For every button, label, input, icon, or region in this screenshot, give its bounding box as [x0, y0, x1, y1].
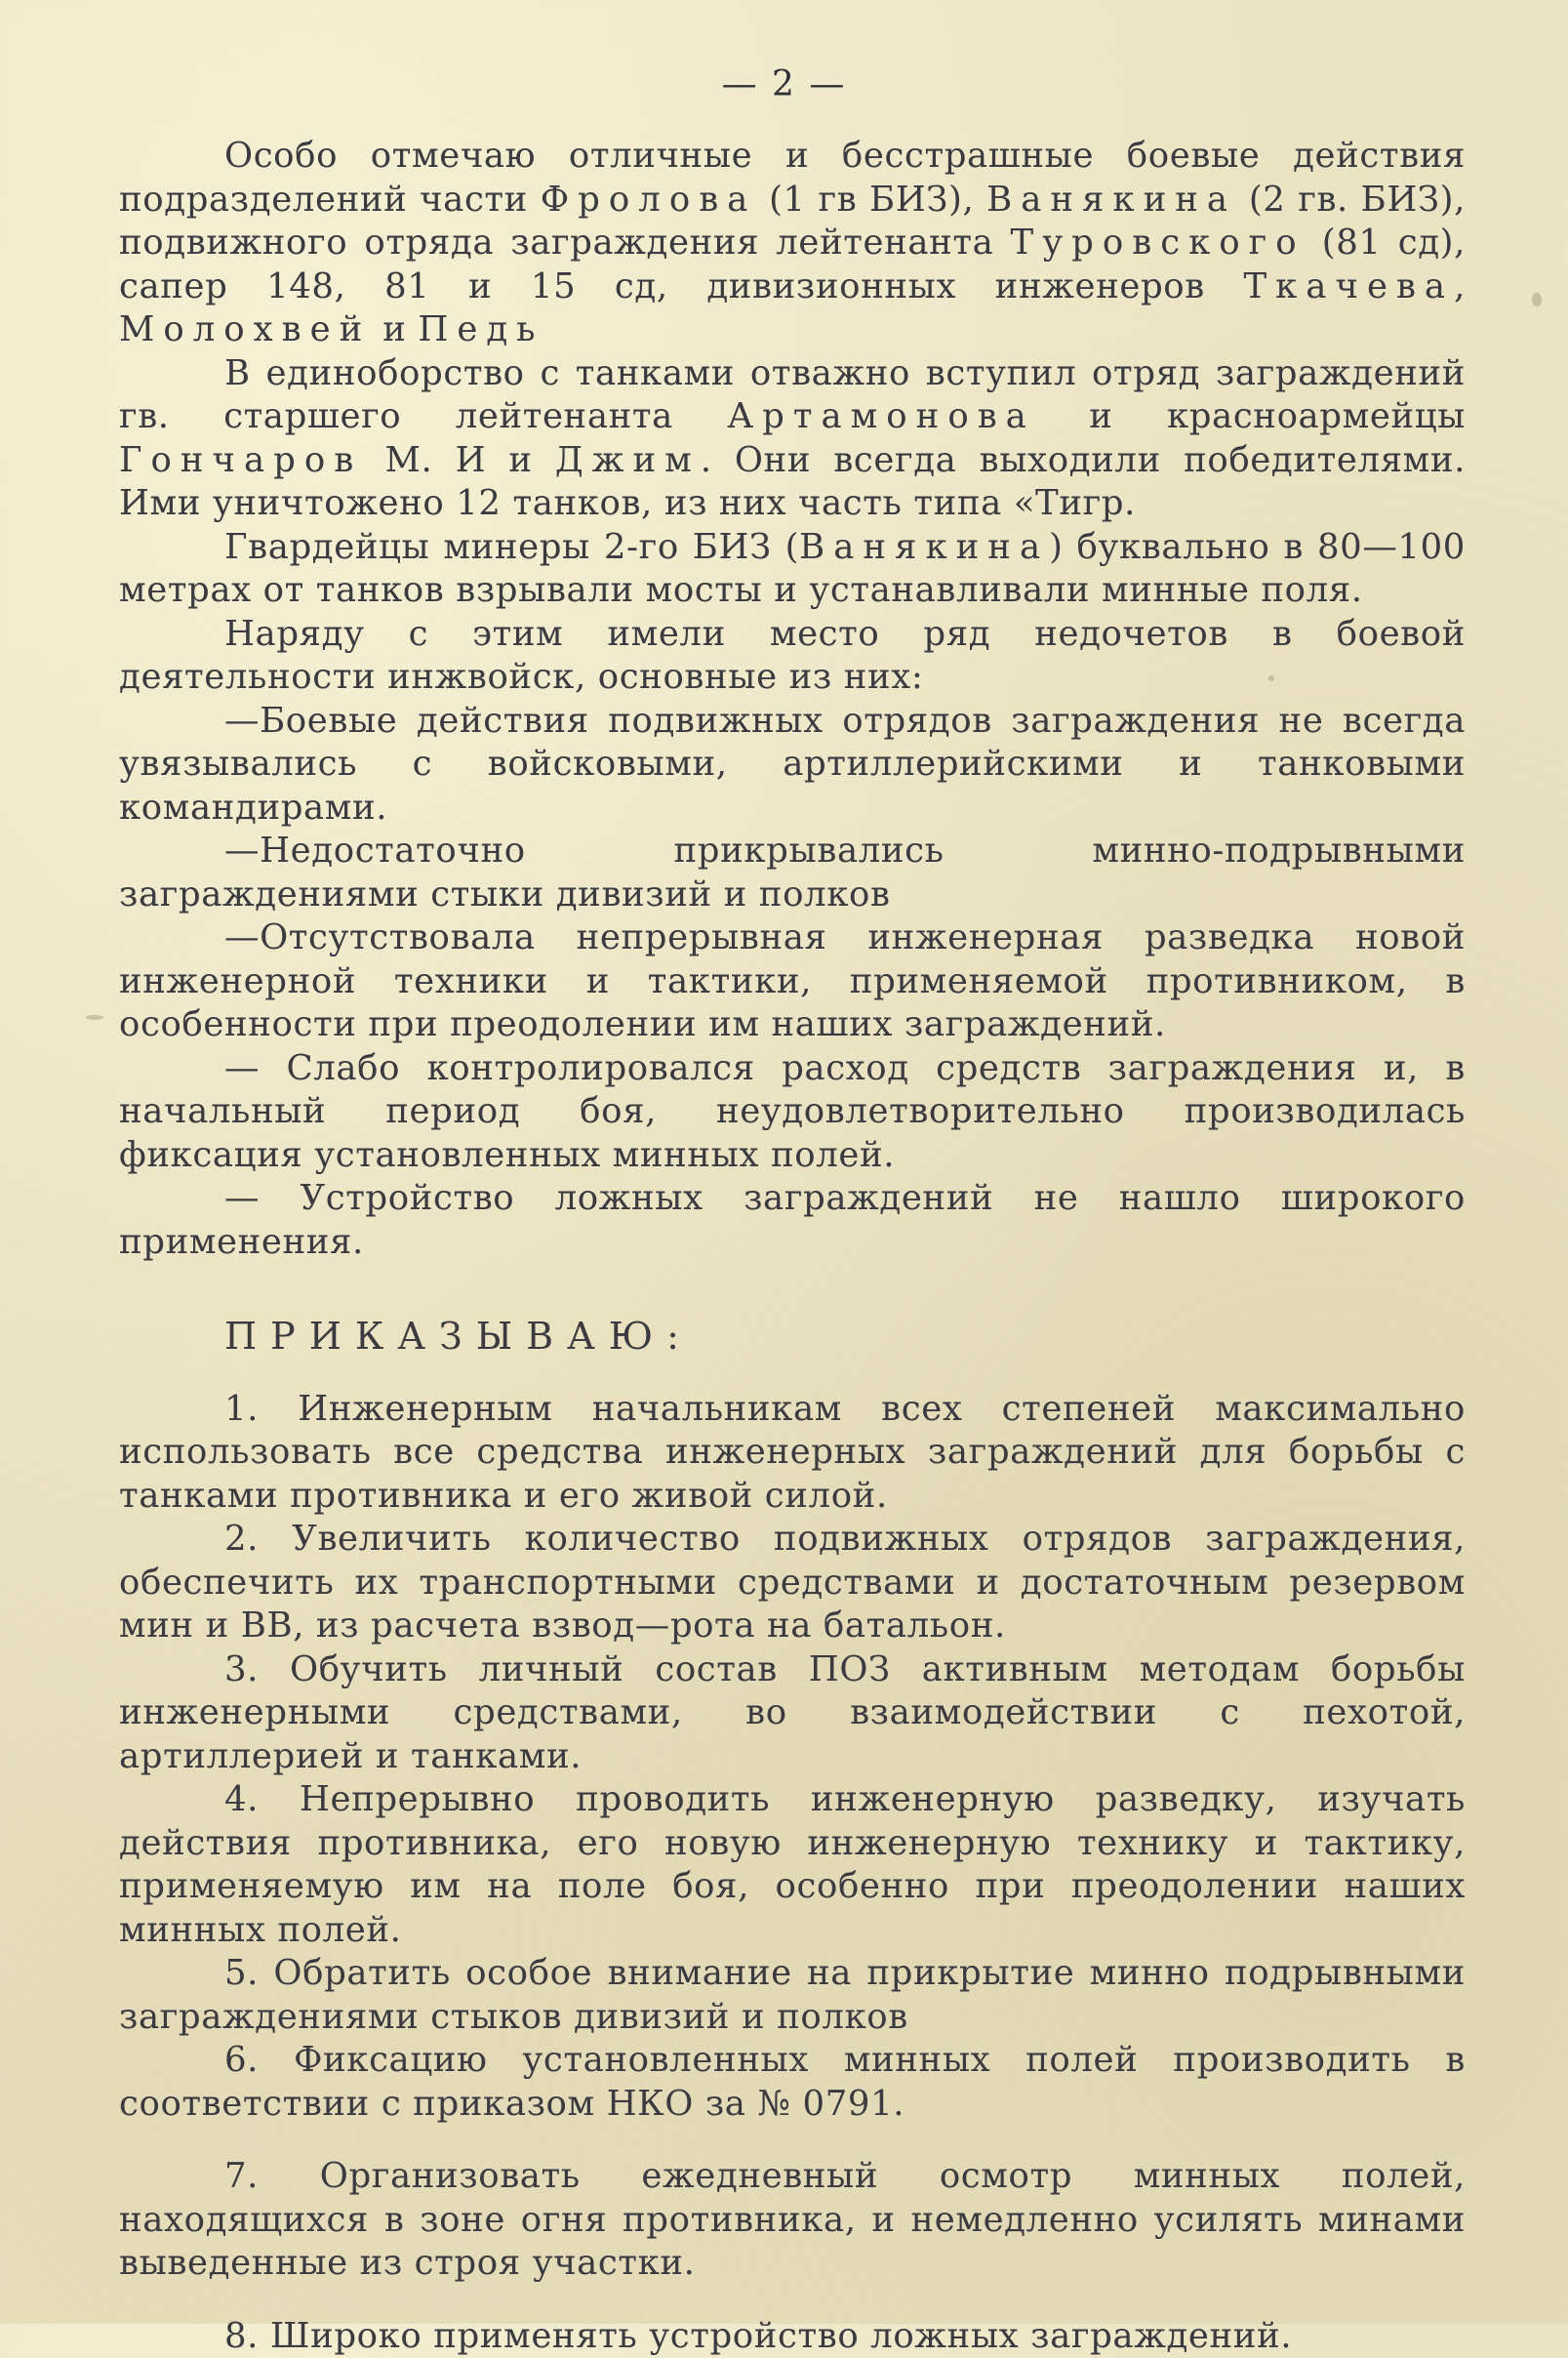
order-item: 6. Фиксацию установленных минных полей производить в соответствии с приказом НКО за № 0791. [119, 2039, 1466, 2126]
spaced-name: Ванякина [799, 527, 1049, 567]
text-run: —Недостаточно прикрывались минно-подрывными заграждениями стыки дивизий и полков [119, 831, 1466, 915]
text-run: Особо отмечаю отличные и бесстрашные боевые действия подразделений части [119, 136, 1466, 220]
paragraph [119, 613, 1466, 700]
order-item: 5. Обратить особое внимание на прикрытие минно подрывными заграждениями стыков дивизий и полков [119, 1952, 1466, 2039]
paragraph [119, 352, 1466, 526]
text-run: . Они всегда выходили победителями. Ими уничтожено 12 танков, из них часть типа «Тигр. [119, 440, 1466, 524]
text-run: М. И и [362, 440, 555, 480]
order-item: 4. Непрерывно проводить инженерную разведку, изучать действия противника, его новую инженерную технику и тактику, применяемую им на поле боя, особенно при преодолении наших минных полей. [119, 1778, 1466, 1952]
text-run: , [1454, 266, 1466, 306]
order-item: 8. Широко применять устройство ложных заграждений. [119, 2315, 1466, 2358]
paragraph [119, 700, 1466, 831]
paragraph [119, 830, 1466, 916]
text-run: —Отсутствовала непрерывная инженерная разведка новой инженерной техники и тактики, применяемой противником, в особенности при преодолении им наших заграждений. [119, 917, 1466, 1044]
text-run: (81 сд), сапер 148, 81 и 15 сд, дивизионных инженеров [119, 223, 1466, 306]
page-number: — 2 — [0, 64, 1568, 104]
text-run: ) буквально в 80—100 метрах от танков взрывали мосты и устанавливали минные поля. [119, 527, 1466, 611]
text-run: Наряду с этим имели место ряд недочетов в боевой деятельности инжвойск, основные из них: [119, 614, 1466, 698]
spaced-name: Молохвей [119, 309, 371, 349]
ink-speck [86, 1015, 103, 1020]
ink-speck [1268, 675, 1274, 681]
spaced-name: Ткачева [1243, 266, 1454, 306]
text-run: — Слабо контролировался расход средств заграждения и, в начальный период боя, неудовлетворительно производилась фиксация установленных минных полей. [119, 1048, 1466, 1175]
spaced-name: Туровского [1011, 223, 1306, 263]
findings-section [119, 135, 1466, 1264]
text-run: (2 гв. БИЗ), подвижного отряда заграждения лейтенанта [119, 180, 1466, 264]
text-run: (1 гв БИЗ), [756, 180, 986, 220]
order-item: 1. Инженерным начальникам всех степеней максимально использовать все средства инженерных заграждений для борьбы с танками противника и его живой силой. [119, 1388, 1466, 1519]
spaced-name: Гончаров [119, 440, 362, 480]
paragraph [119, 1177, 1466, 1264]
paragraph [119, 526, 1466, 613]
ink-speck [1532, 293, 1542, 306]
order-heading: ПРИКАЗЫВАЮ: [119, 1315, 1466, 1359]
text-run: — Устройство ложных заграждений не нашло широкого применения. [119, 1178, 1466, 1262]
order-item: 3. Обучить личный состав ПОЗ активным методам борьбы инженерными средствами, во взаимодействии с пехотой, артиллерией и танками. [119, 1648, 1466, 1779]
spaced-name: Артамонова [727, 396, 1035, 436]
paragraph [119, 135, 1466, 352]
spaced-name: Педь [418, 309, 543, 349]
paragraph [119, 916, 1466, 1047]
text-run: и красноармейцы [1035, 396, 1466, 436]
spaced-name: Джим [555, 440, 701, 480]
text-run: —Боевые действия подвижных отрядов заграждения не всегда увязывались с войсковыми, артиллерийскими и танковыми командирами. [119, 701, 1466, 828]
text-run: В единоборство с танками отважно вступил отряд заграждений гв. старшего лейтенанта [119, 353, 1466, 437]
order-item: 7. Организовать ежедневный осмотр минных полей, находящихся в зоне огня противника, и немедленно усилять минами выведенные из строя участки. [119, 2155, 1466, 2286]
text-run: и [371, 309, 418, 349]
text-run: Гвардейцы минеры 2-го БИЗ ( [224, 527, 799, 567]
order-list [119, 1388, 1466, 2358]
paragraph [119, 1047, 1466, 1178]
document-body [119, 135, 1466, 2358]
spaced-name: Ванякина [986, 180, 1236, 220]
order-item: 2. Увеличить количество подвижных отрядов заграждения, обеспечить их транспортными средствами и достаточным резервом мин и ВВ, из расчета взвод—рота на батальон. [119, 1518, 1466, 1648]
spaced-name: Фролова [541, 180, 757, 220]
